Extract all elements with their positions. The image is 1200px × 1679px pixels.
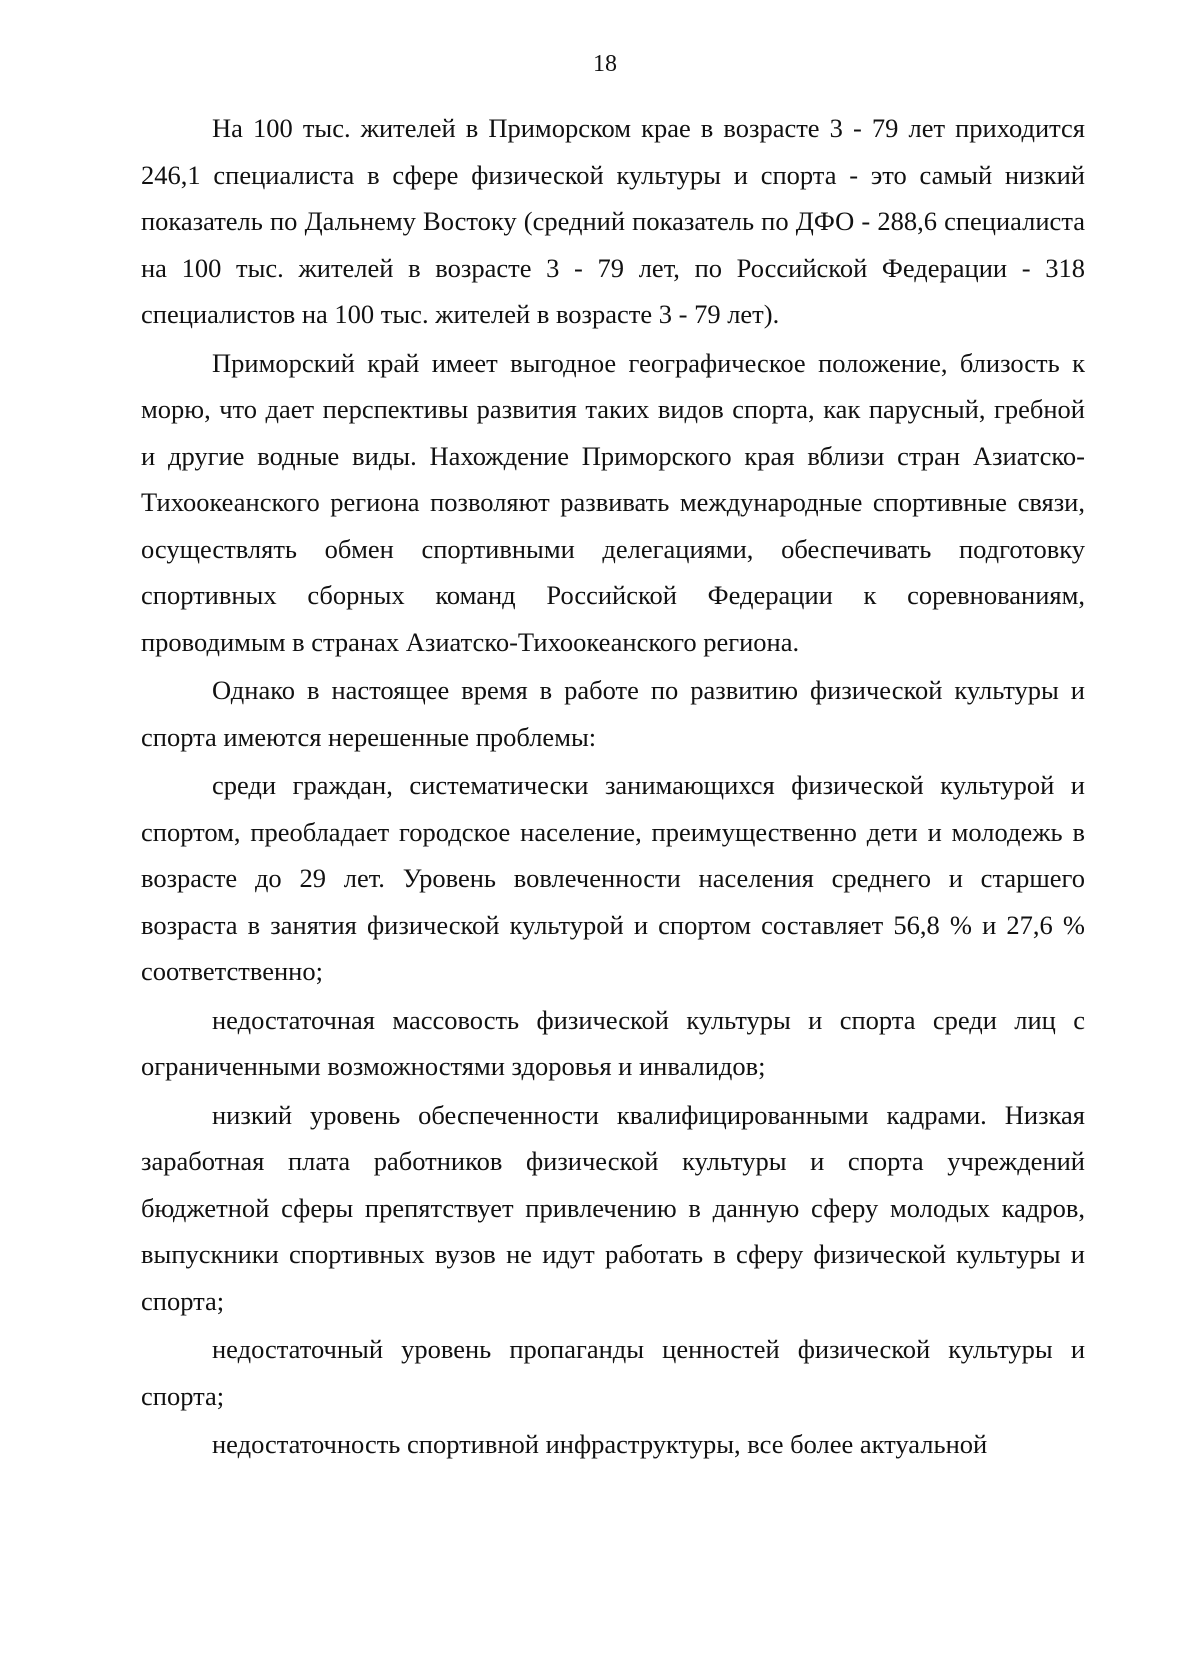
page-number: 18 [593,51,617,77]
paragraph-problem-staffing: низкий уровень обеспеченности квалифицированными кадрами. Низкая заработная плата работников физической культуры и спорта учреждений бюджетной сферы препятствует привлечению в данную сферу молодых кадров, выпускники спортивных вузов не идут работать в сферу физической культуры и спорта; [141,1099,1085,1316]
paragraph-problem-infrastructure: недостаточность спортивной инфраструктуры, все более актуальной [212,1429,988,1459]
paragraph-problem-urban-population: среди граждан, систематически занимающихся физической культурой и спортом, преобладает городское население, преимущественно дети и молодежь в возрасте до 29 лет. Уровень вовлеченности населения среднего и старшего возраста в занятия физической культурой и спортом составляет 56,8 % и 27,6 % соответственно; [141,770,1085,986]
paragraph-problem-promotion: недостаточный уровень пропаганды ценностей физической культуры и спорта; [141,1334,1085,1411]
document-body [141,105,1085,1470]
paragraph-specialists-per-capita: На 100 тыс. жителей в Приморском крае в возрасте 3 - 79 лет приходится 246,1 специалиста в сфере физической культуры и спорта - это самый низкий показатель по Дальнему Востоку (средний показатель по ДФО - 288,6 специалиста на 100 тыс. жителей в возрасте 3 - 79 лет, по Российской Федерации - 318 специалистов на 100 тыс. жителей в возрасте 3 - 79 лет). [141,113,1085,329]
paragraph-geographic-position: Приморский край имеет выгодное географическое положение, близость к морю, что дает перспективы развития таких видов спорта, как парусный, гребной и другие водные виды. Нахождение Приморского края вблизи стран Азиатско-Тихоокеанского региона позволяют развивать международные спортивные связи, осуществлять обмен спортивными делегациями, обеспечивать подготовку спортивных сборных команд Российской Федерации к соревнованиям, проводимым в странах Азиатско-Тихоокеанского региона. [141,347,1085,657]
paragraph-unresolved-problems-intro: Однако в настоящее время в работе по развитию физической культуры и спорта имеются нерешенные проблемы: [141,675,1085,752]
paragraph-problem-disabled-participation: недостаточная массовость физической культуры и спорта среди лиц с ограниченными возможностями здоровья и инвалидов; [141,1004,1085,1081]
